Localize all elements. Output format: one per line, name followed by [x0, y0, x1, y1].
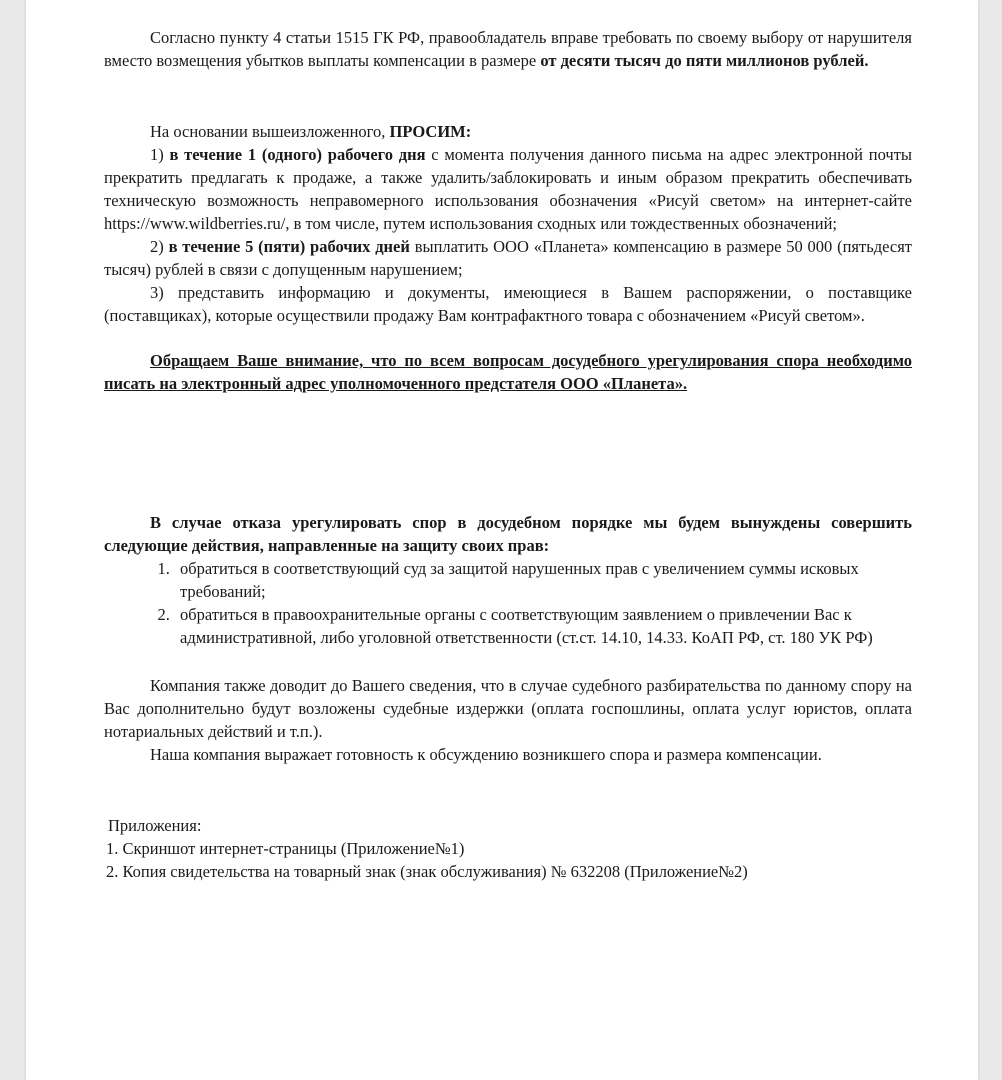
attachment-item: 1. Скриншот интернет-страницы (Приложение№1) [106, 839, 465, 858]
request-item-1-deadline: в течение 1 (одного) рабочего дня [169, 145, 426, 164]
document-page [26, 0, 978, 1080]
attachments-title: Приложения: [108, 816, 202, 835]
compensation-amount-range: от десяти тысяч до пяти миллионов рублей. [540, 51, 869, 70]
request-item-2 [104, 235, 912, 281]
request-intro [104, 120, 912, 143]
compensation-paragraph [104, 26, 912, 72]
compensation-text: Согласно пункту 4 статьи 1515 ГК РФ, правообладатель вправе требовать по своему выбору от нарушителя вместо возмещения убытков выплаты компенсации в размере [104, 28, 912, 70]
request-item-1-text: с момента получения данного письма на адрес электронной почты прекратить предлагать к продаже, а также удалить/заблокировать и иным образом прекратить обеспечивать техническую возможность неправомерного использования обозначения «Рисуй светом» на интернет-сайте https://www.wildberries.ru/, в том числе, путем использования сходных или тождественных обозначений; [104, 145, 912, 233]
refusal-action-item: 1. обратиться в соответствующий суд за защитой нарушенных прав с увеличением суммы исковых требований; [174, 557, 912, 603]
request-heading: ПРОСИМ: [389, 122, 472, 141]
request-item-2-text: выплатить ООО «Планета» компенсацию в размере 50 000 (пятьдесят тысяч) рублей в связи с допущенным нарушением; [104, 237, 912, 279]
costs-paragraph: Компания также доводит до Вашего сведения, что в случае судебного разбирательства по данному спору на Вас дополнительно будут возложены судебные издержки (оплата госпошлины, оплата услуг юристов, оплата нотариальных действий и т.п.). [104, 676, 912, 741]
request-item-2-deadline: в течение 5 (пяти) рабочих дней [168, 237, 410, 256]
refusal-actions-list [104, 557, 912, 649]
request-item-2-number: 2) [150, 237, 169, 256]
attention-notice: Обращаем Ваше внимание, что по всем вопросам досудебного урегулирования спора необходимо писать на электронный адрес уполномоченного предстателя ООО «Планета». [104, 351, 912, 393]
attachment-item: 2. Копия свидетельства на товарный знак (знак обслуживания) № 632208 (Приложение№2) [106, 862, 748, 881]
request-item-1 [104, 143, 912, 235]
refusal-action-item: 2. обратиться в правоохранительные органы с соответствующим заявлением о привлечении Вас к административной, либо уголовной ответственности (ст.ст. 14.10, 14.33. КоАП РФ, ст. 180 УК РФ) [174, 603, 912, 649]
request-item-3: 3) представить информацию и документы, имеющиеся в Вашем распоряжении, о поставщике (поставщиках), которые осуществили продажу Вам контрафактного товара с обозначением «Рисуй светом». [104, 283, 912, 325]
refusal-intro: В случае отказа урегулировать спор в досудебном порядке мы будем вынуждены совершить следующие действия, направленные на защиту своих прав: [104, 513, 912, 555]
document-body [104, 26, 912, 883]
request-item-1-number: 1) [150, 145, 170, 164]
readiness-paragraph: Наша компания выражает готовность к обсуждению возникшего спора и размера компенсации. [150, 745, 822, 764]
request-intro-text: На основании вышеизложенного, [150, 122, 390, 141]
